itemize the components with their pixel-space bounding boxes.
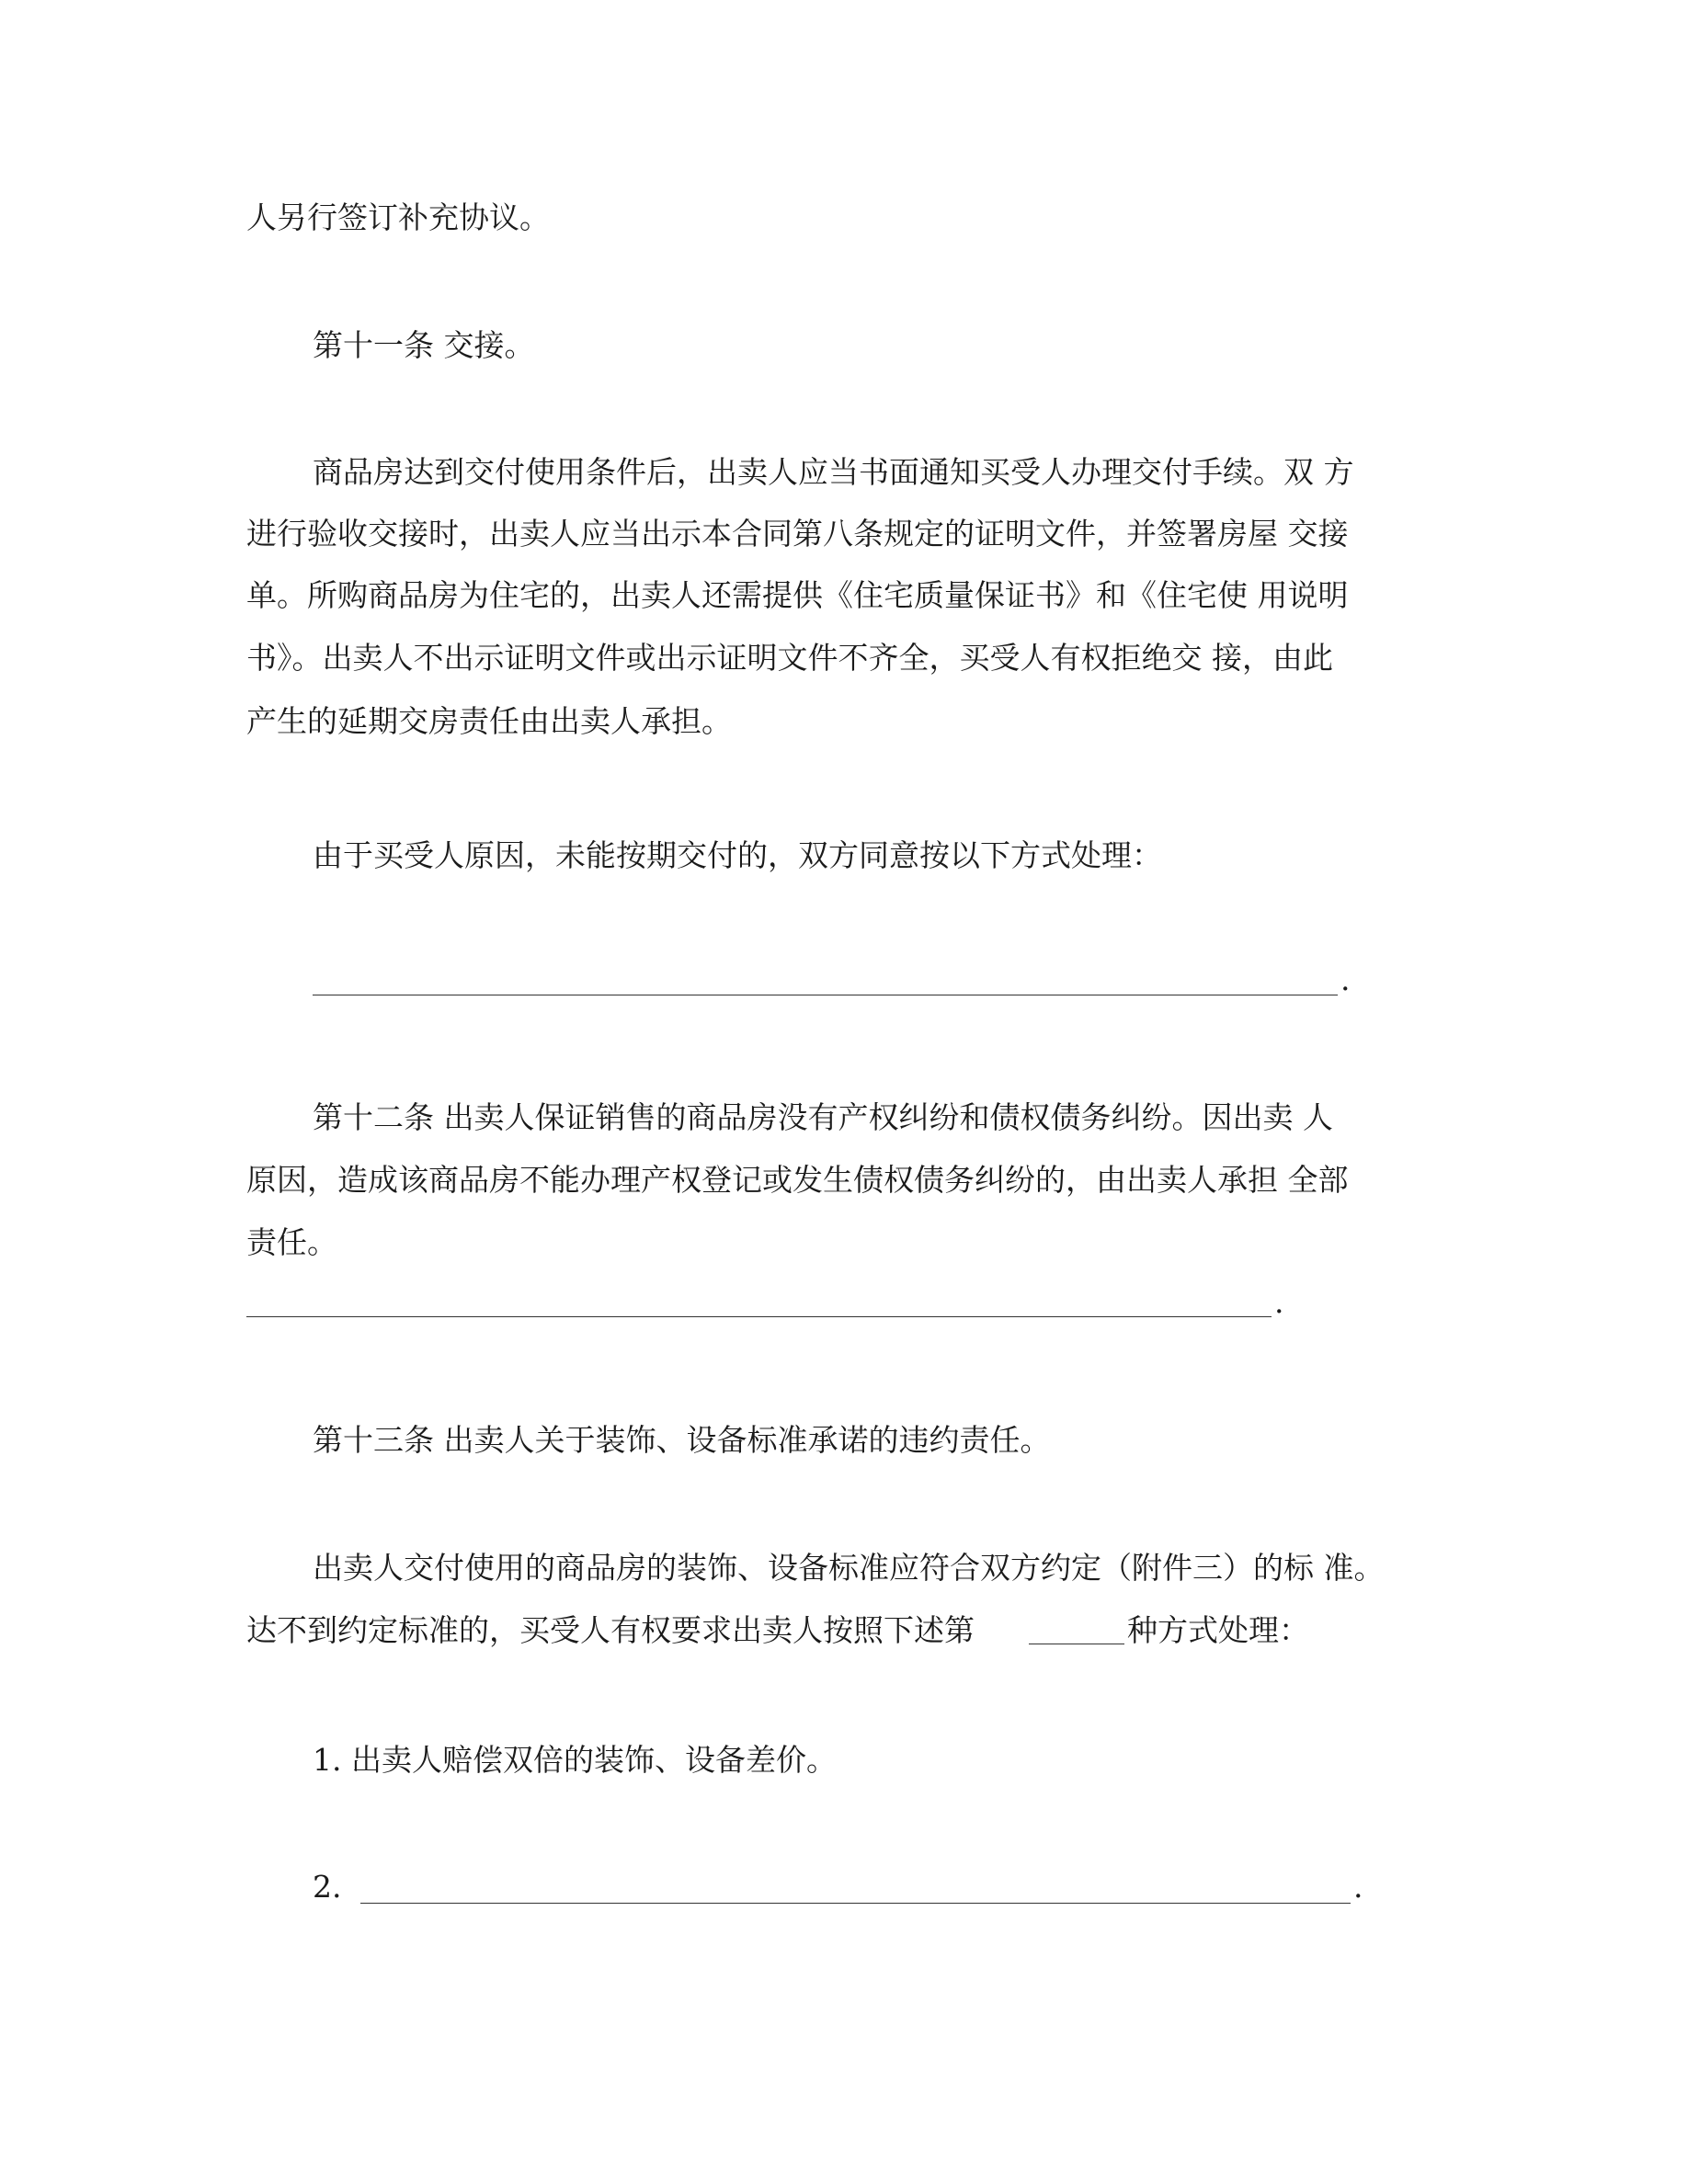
paragraph-line: 由于买受人原因，未能按期交付的，双方同意按以下方式处理： (313, 837, 1162, 873)
period: . (1353, 1869, 1363, 1905)
paragraph-line: 商品房达到交付使用条件后，出卖人应当书面通知买受人办理交付手续。双 方 (313, 454, 1354, 490)
paragraph-line: 书》。出卖人不出示证明文件或出示证明文件不齐全，买受人有权拒绝交 接，由此 (246, 640, 1333, 676)
paragraph-line: 出卖人交付使用的商品房的装饰、设备标准应符合双方约定（附件三）的标 准。 (313, 1550, 1385, 1586)
fill-in-blank[interactable] (360, 1903, 1351, 1904)
paragraph-line: 责任。 (246, 1224, 337, 1260)
list-item-number: 2. (313, 1869, 342, 1905)
paragraph-line: 种方式处理： (1127, 1612, 1309, 1648)
paragraph-line: 产生的延期交房责任由出卖人承担。 (246, 703, 732, 739)
article-11-heading: 第十一条 交接。 (313, 327, 535, 363)
paragraph-line: 原因，造成该商品房不能办理产权登记或发生债权债务纠纷的，由出卖人承担 全部 (246, 1162, 1349, 1198)
paragraph-line: 人另行签订补充协议。 (246, 199, 550, 235)
paragraph-line: 进行验收交接时，出卖人应当出示本合同第八条规定的证明文件，并签署房屋 交接 (246, 516, 1349, 552)
list-item: 1. 出卖人赔偿双倍的装饰、设备差价。 (313, 1742, 837, 1778)
fill-in-blank[interactable] (246, 1316, 1272, 1317)
paragraph-line: 单。所购商品房为住宅的，出卖人还需提供《住宅质量保证书》和《住宅使 用说明 (246, 577, 1349, 613)
paragraph-line: 达不到约定标准的，买受人有权要求出卖人按照下述第 (246, 1612, 975, 1648)
article-12-heading: 第十二条 出卖人保证销售的商品房没有产权纠纷和债权债务纠纷。因出卖 人 (313, 1099, 1333, 1135)
period: . (1274, 1284, 1284, 1320)
period: . (1340, 961, 1351, 997)
article-13-heading: 第十三条 出卖人关于装饰、设备标准承诺的违约责任。 (313, 1422, 1051, 1458)
